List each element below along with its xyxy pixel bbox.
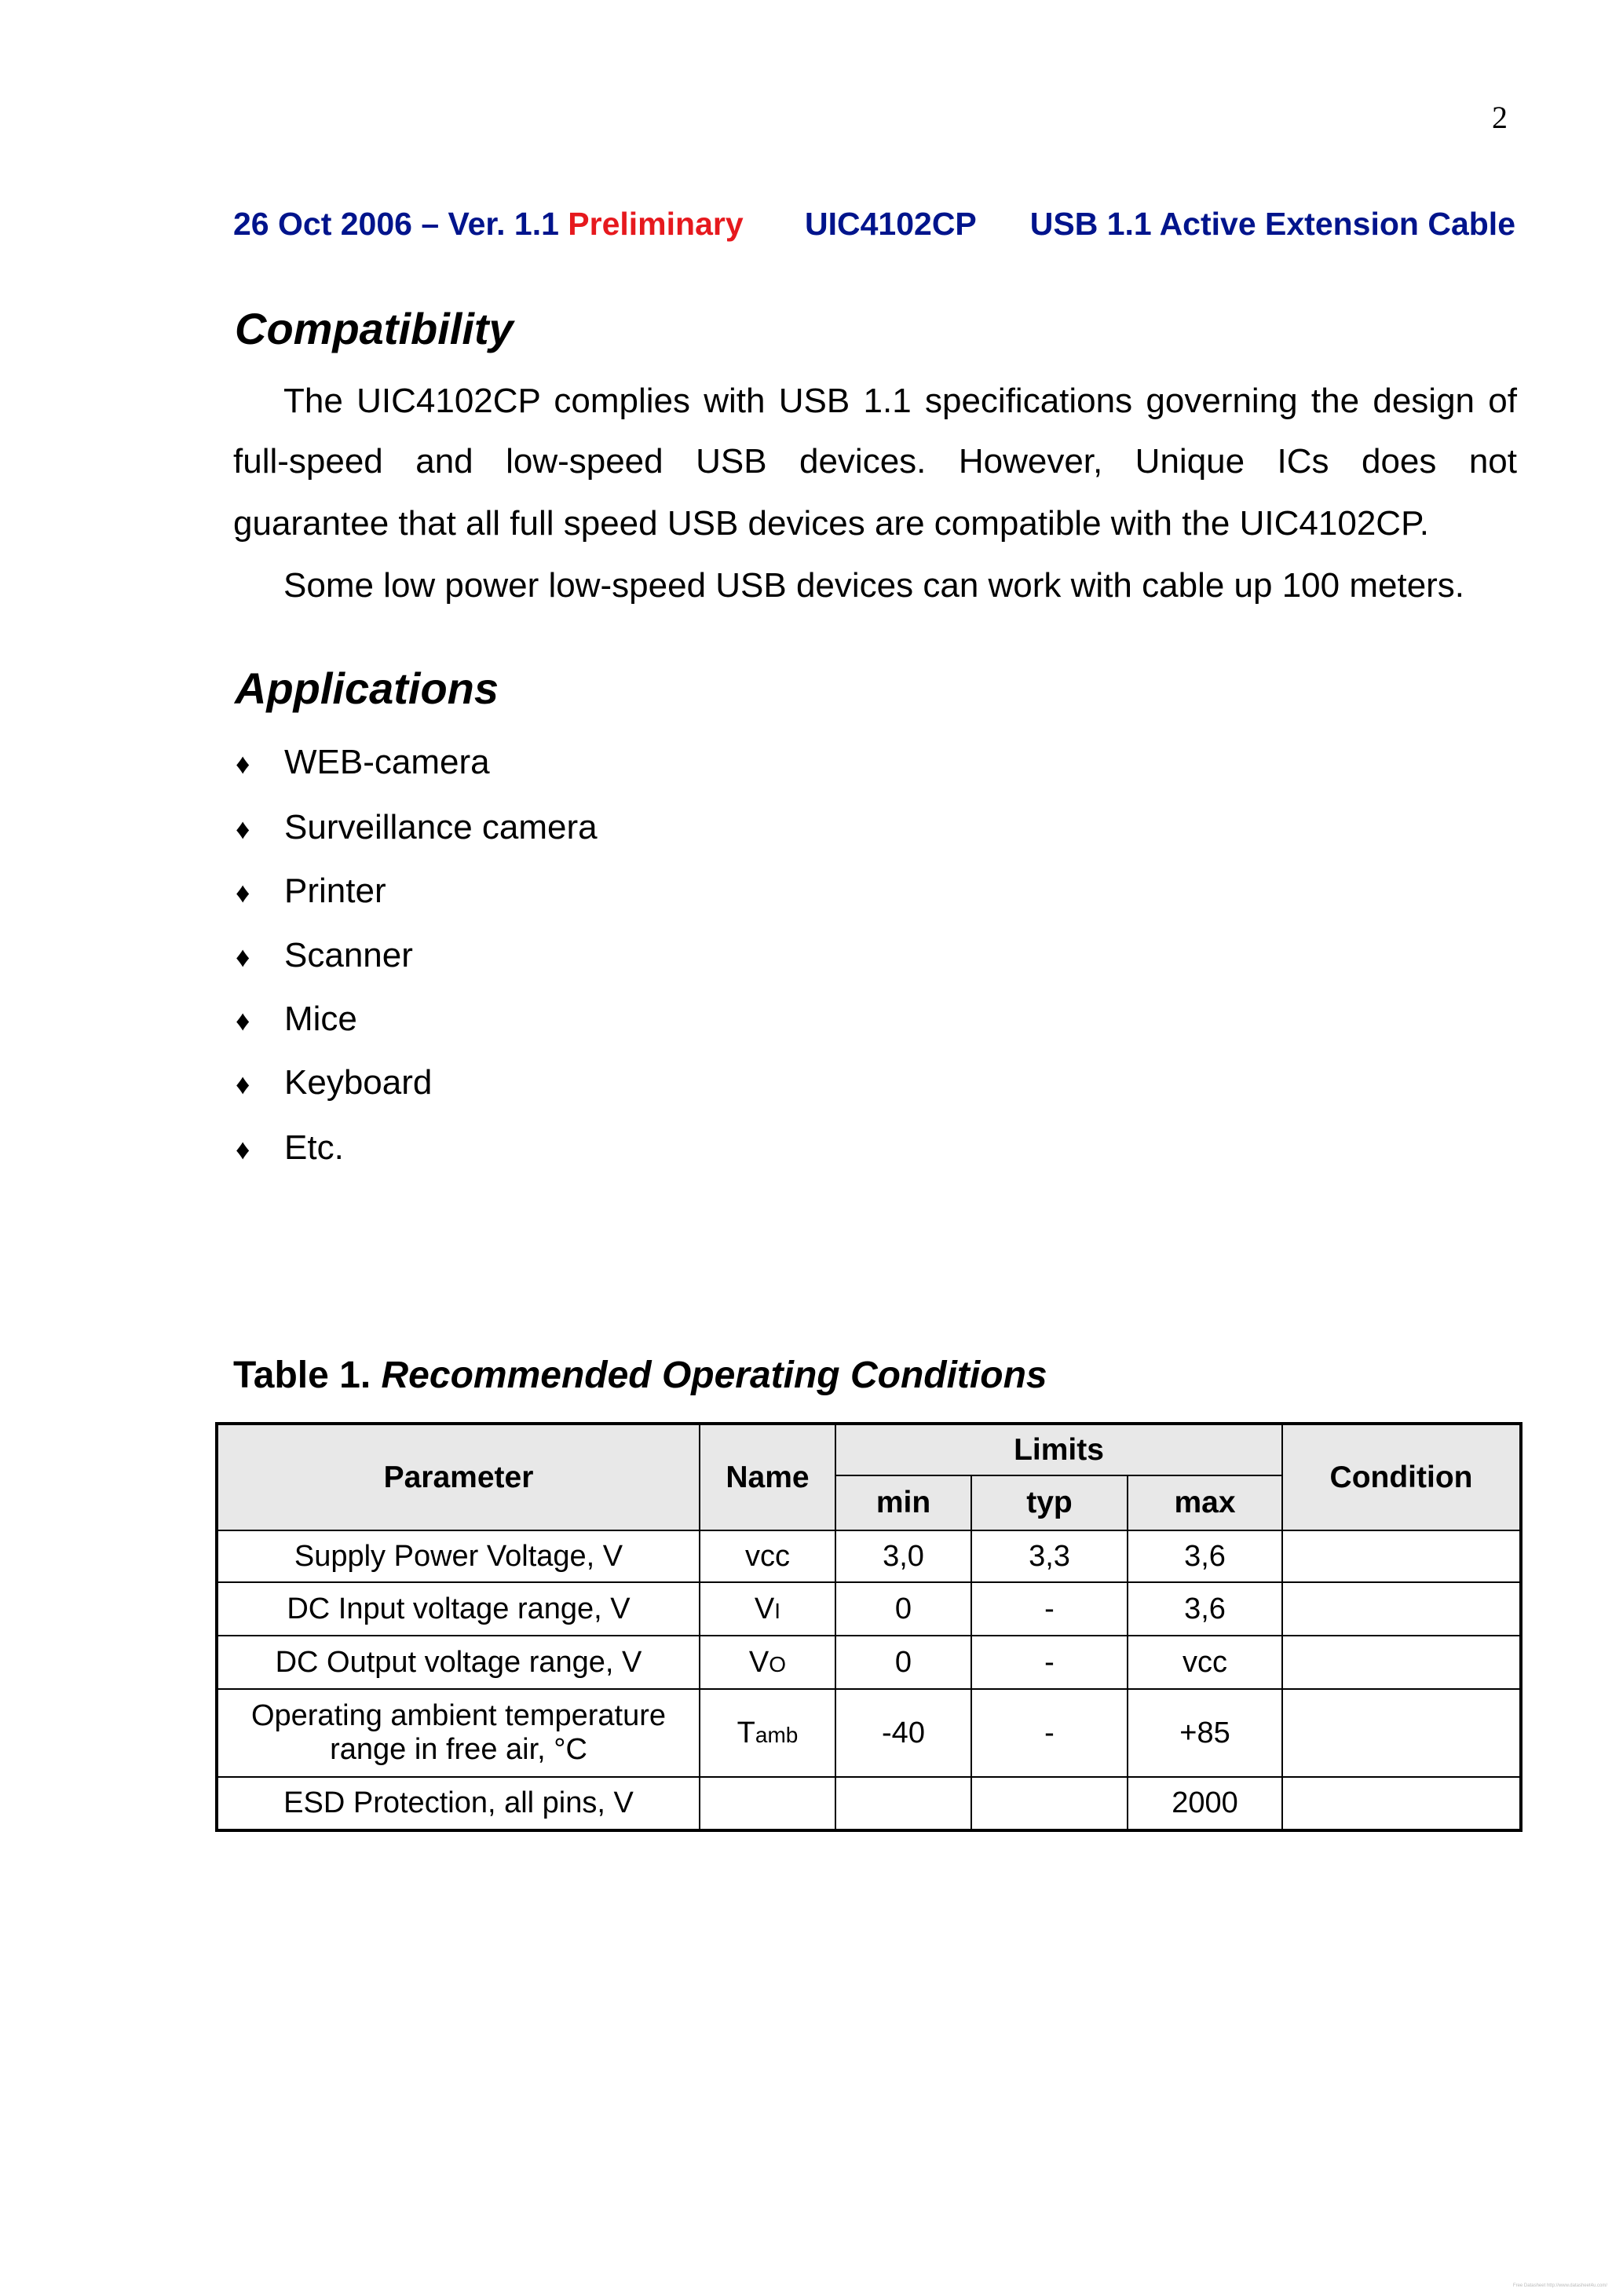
diamond-bullet-icon: ♦ (236, 1004, 250, 1036)
diamond-bullet-icon: ♦ (236, 813, 250, 845)
watermark: Free Datasheet http://www.datasheet4u.com/ (1512, 2283, 1607, 2288)
applications-heading: Applications (235, 664, 499, 713)
diamond-bullet-icon: ♦ (236, 1068, 250, 1100)
list-item: ♦ Surveillance camera (236, 808, 598, 846)
date-version: 26 Oct 2006 – Ver. 1.1 (233, 206, 559, 242)
diamond-bullet-icon: ♦ (236, 876, 250, 909)
header-name: Name (700, 1424, 835, 1530)
table-row: DC Input voltage range, V VI 0 - 3,6 (217, 1582, 1521, 1636)
list-item: ♦ Mice (236, 1000, 357, 1038)
status-label: Preliminary (568, 206, 744, 242)
compat-line-2: full-speed and low-speed USB devices. However, Unique ICs does not (233, 442, 1517, 481)
list-item: ♦ Keyboard (236, 1063, 433, 1102)
product-name: USB 1.1 Active Extension Cable (1029, 206, 1515, 242)
header-parameter: Parameter (217, 1424, 700, 1530)
compat-line-3: guarantee that all full speed USB devices are compatible with the UIC4102CP. (233, 504, 1429, 543)
header-condition: Condition (1282, 1424, 1521, 1530)
header-typ: typ (971, 1475, 1128, 1530)
document-header (233, 206, 1515, 243)
diamond-bullet-icon: ♦ (236, 1133, 250, 1165)
compat-line-1: The UIC4102CP complies with USB 1.1 specifications governing the design of (283, 382, 1517, 420)
diamond-bullet-icon: ♦ (236, 748, 250, 780)
list-item: ♦ Etc. (236, 1128, 344, 1167)
part-number: UIC4102CP (805, 206, 977, 242)
page-number: 2 (1492, 100, 1508, 135)
table-row: Supply Power Voltage, V vcc 3,0 3,3 3,6 (217, 1530, 1521, 1582)
list-item: ♦ Printer (236, 872, 386, 910)
table-row: DC Output voltage range, V VO 0 - vcc (217, 1636, 1521, 1689)
compatibility-heading: Compatibility (235, 304, 514, 353)
table-row: ESD Protection, all pins, V 2000 (217, 1777, 1521, 1830)
compat-line-4: Some low power low-speed USB devices can work with cable up 100 meters. (283, 566, 1465, 605)
table-title: Table 1. Recommended Operating Conditions (233, 1355, 1047, 1396)
operating-conditions-table (215, 1422, 1522, 1832)
list-item: ♦ WEB-camera (236, 743, 490, 781)
diamond-bullet-icon: ♦ (236, 941, 250, 973)
header-limits: Limits (835, 1424, 1282, 1475)
table-row: Operating ambient temperature range in free air, °C Tamb -40 - +85 (217, 1689, 1521, 1777)
header-max: max (1128, 1475, 1282, 1530)
header-min: min (835, 1475, 971, 1530)
list-item: ♦ Scanner (236, 936, 413, 974)
